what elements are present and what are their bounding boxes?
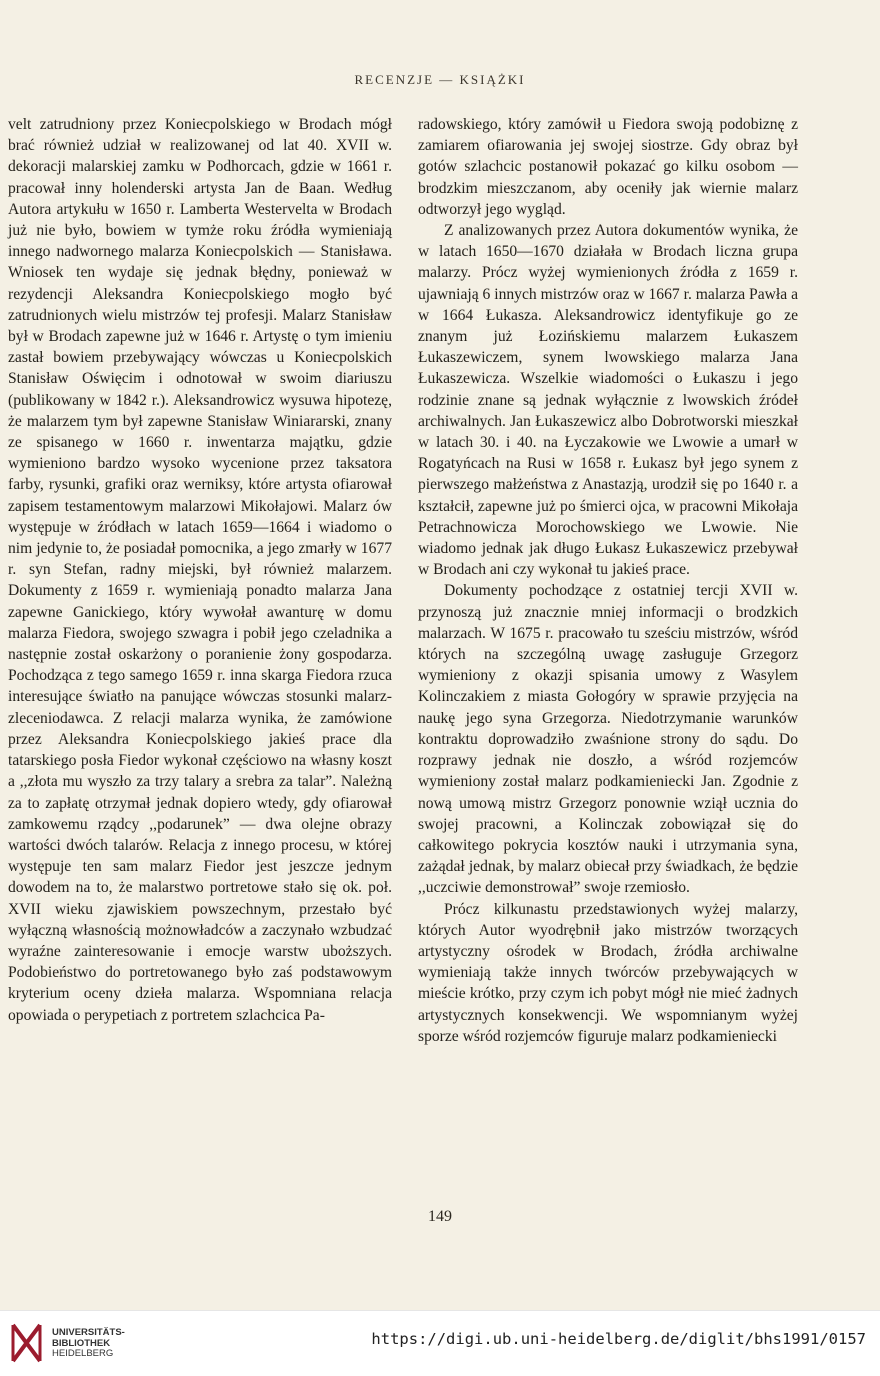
- university-seal-icon: [10, 1321, 44, 1365]
- logo-line-1: UNIVERSITÄTS-: [52, 1327, 125, 1338]
- footer-bar: [0, 1310, 880, 1376]
- paragraph: radowskiego, który zamówił u Fiedora swoją podobiznę z zamiarem ofiarowania jej swojej siostrze. Gdy obraz był gotów szlachcic postanowił pokazać go kilku osobom — brodzkim mieszczanom, aby oceniły jak wiernie malarz odtworzył jego wygląd.: [418, 116, 798, 218]
- permalink-url[interactable]: https://digi.ub.uni-heidelberg.de/diglit/bhs1991/0157: [371, 1330, 866, 1348]
- paragraph: Prócz kilkunastu przedstawionych wyżej malarzy, których Autor wyodrębnił jako mistrzów tworzących artystyczny ośrodek w Brodach, źródła archiwalne wymieniają także innych twórców przebywających w mieście krótko, przy czym ich pobyt mógł nie mieć żadnych artystycznych konsekwencji. We wspomnianym wyżej sporze wśród rozjemców figuruje malarz podkamieniecki: [418, 900, 798, 1045]
- running-head: RECENZJE — KSIĄŻKI: [354, 72, 526, 87]
- logo-line-2: BIBLIOTHEK: [52, 1337, 111, 1349]
- paragraph: Z analizowanych przez Autora dokumentów wynika, że w latach 1650—1670 działała w Brodach liczna grupa malarzy. Prócz wyżej wymienionych źródła z 1659 r. ujawniają 6 innych mistrzów oraz w 1667 r. malarza Pawła a w 1664 Łukasza. Aleksandrowicz identyfikuje go ze znanym już Łozińskiemu malarzem Łukaszem Łukaszewiczem, synem lwowskiego malarza Jana Łukaszewicza. Wszelkie wiadomości o Łukaszu i jego rodzinie znane są jednak wyłącznie z lwowskich źródeł archiwalnych. Jan Łukaszewicz albo Dobrotworski mieszkał w latach 30. i 40. na Łyczakowie we Lwowie a umarł w Rogatyńcach na Rusi w 1658 r. Łukasz był jego synem z pierwszego małżeństwa z Anastazją, urodził się po 1640 r. a kształcił, zapewne już po śmierci ojca, w pracowni Mikołaja Petrachnowicza Morochowskiego we Lwowie. Nie wiadomo jednak jak długo Łukasz Łukaszewicz przebywał w Brodach ani czy wykonał tu jakieś prace.: [418, 222, 798, 579]
- logo-line-3: HEIDELBERG: [52, 1348, 114, 1359]
- logo-text: [52, 1328, 125, 1360]
- paragraph: velt zatrudniony przez Koniecpolskiego w Brodach mógł brać również udział w realizowanej od lat 40. XVII w. dekoracji malarskiej zamku w Podhorcach, gdzie w 1661 r. pracował inny holenderski artysta Jan de Baan. Według Autora artykułu w 1650 r. Lamberta Westervelta w Brodach już nie było, bowiem w tymże roku źródła wymieniają innego nadwornego malarza Koniecpolskich — Stanisława. Wniosek ten wydaje się jednak błędny, ponieważ w rezydencji Aleksandra Koniecpolskiego mogło być zatrudnionych wielu mistrzów tej profesji. Malarz Stanisław był w Brodach zapewne już w 1646 r. Artystę o tym imieniu zastał bowiem przebywający wówczas u Koniecpolskich Stanisław Oświęcim i odnotował w swoim diariuszu (publikowany w 1842 r.). Aleksandrowicz wysuwa hipotezę, że malarzem tym był zapewne Stanisław Winiararski, znany ze spisanego w 1660 r. inwentarza majątku, gdzie wymieniono bardzo wysoko wycenione przez taksatora farby, rysunki, grafiki oraz werniksy, które artysta ofiarował zapisem testamentowym malarzowi Mikołajowi. Malarz ów występuje w źródłach w latach 1659—1664 i wiadomo o nim jedynie to, że posiadał pomocnika, a jego zmarły w 1677 r. syn Stefan, radny miejski, był również malarzem. Dokumenty z 1659 r. wymieniają ponadto malarza Jana zapewne Ganickiego, który wywołał awanturę w domu malarza Fiedora, swojego szwagra i pobił jego czeladnika a następnie został oskarżony o poranienie żony gospodarza. Pochodząca z tego samego 1659 r. inna skarga Fiedora rzuca interesujące światło na panujące wówczas stosunki malarz-zleceniodawca. Z relacji malarza wynika, że zamówione przez Aleksandra Koniecpolskiego jakieś prace dla tatarskiego posła Fiedor wykonał częściowo na własny koszt a ,,złota mu wyszło za trzy talary a srebra za talar”. Należną za to zapłatę otrzymał jednak dopiero wtedy, gdy ofiarował zamkowemu rządcy ,,podarunek” — dwa olejne obrazy wartości dwóch talarów. Relacja z innego procesu, w której występuje ten sam malarz Fiedor jest jeszcze jednym dowodem na to, że malarstwo portretowe stało się ok. poł. XVII wieku zjawiskiem powszechnym, przestało być wyłączną własnością możnowładców a zaczynało wzbudzać wyraźne zainteresowanie i emocje warstw uboższych. Podobieństwo do portretowanego było zaś podstawowym kryterium oceny dzieła malarza. Wspomniana relacja opowiada o perypetiach z portretem szlachcica Pa-: [8, 116, 392, 1024]
- left-column: [8, 114, 392, 1026]
- right-column: [418, 114, 798, 1047]
- library-logo[interactable]: [10, 1319, 270, 1367]
- page-number: 149: [428, 1208, 452, 1225]
- paragraph: Dokumenty pochodzące z ostatniej tercji XVII w. przynoszą już znacznie mniej informacji o brodzkich malarzach. W 1675 r. pracowało tu sześciu mistrzów, wśród których na szczególną uwagę zasługuje Grzegorz wymieniony z okazji spisania umowy z Wasylem Kolinczakiem z miasta Gołogóry w sprawie przyjęcia na naukę jego syna Grzegorza. Niedotrzymanie warunków kontraktu doprowadziło zwaśnione strony do sądu. Do rozprawy jednak nie doszło, a wśród rozjemców wymieniony został malarz podkamieniecki Jan. Zgodnie z nową umową mistrz Grzegorz ponownie wziął ucznia do swojej pracowni, a Kolinczak zobowiązał się do całkowitego pokrycia kosztów nauki i utrzymania syna, zażądał jednak, by malarz obiecał przy świadkach, że będzie ,,uczciwie demonstrował” swoje rzemiosło.: [418, 582, 798, 897]
